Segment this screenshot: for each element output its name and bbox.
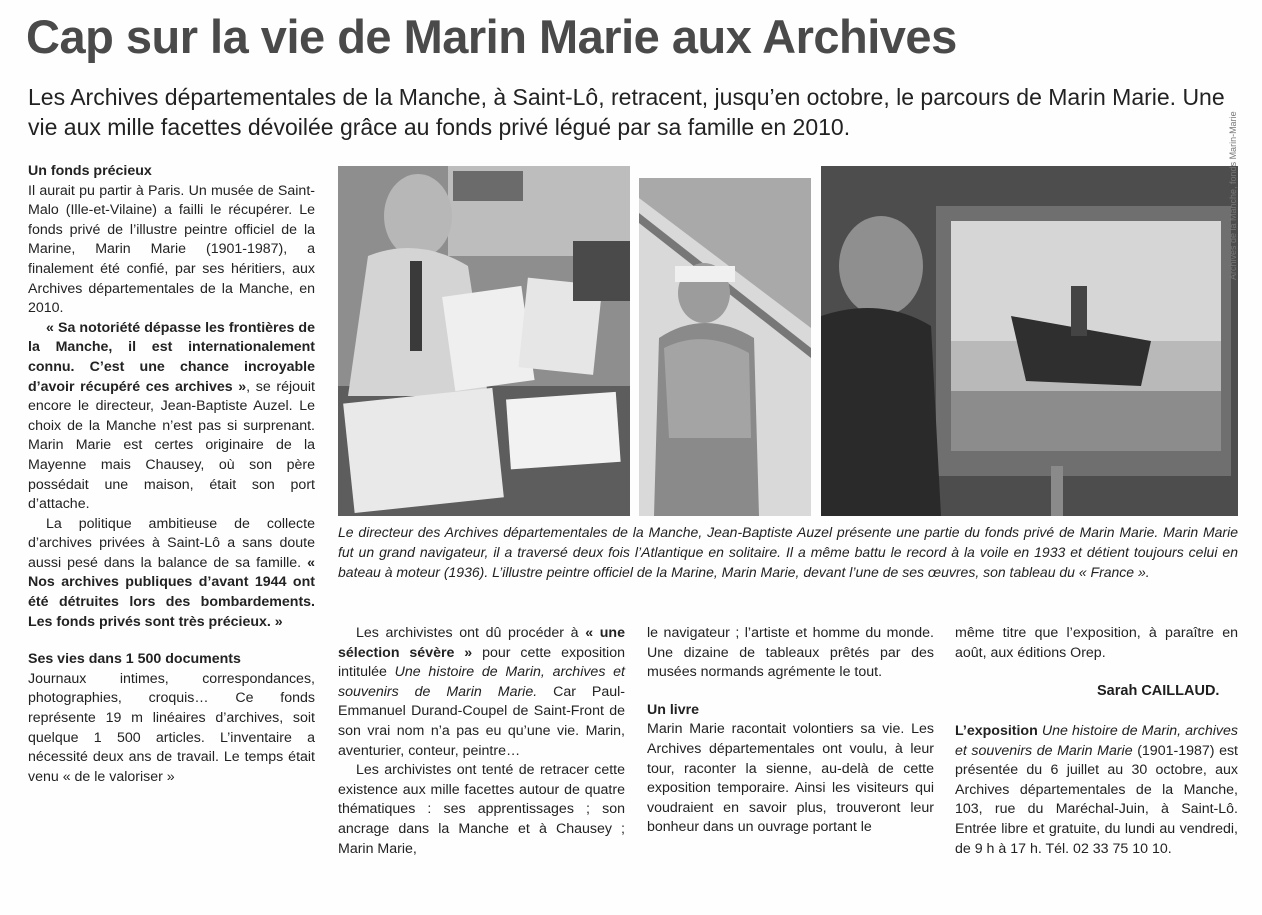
photo-marin-marie-portrait [639,178,811,516]
headline: Cap sur la vie de Marin Marie aux Archives [26,10,957,63]
subheading-un-livre: Un livre [647,701,700,718]
paragraph-text: , se réjouit encore le directeur, Jean-Baptiste Auzel. Le choix de la Manche n’est pas si surprenant. Marin Marie est certes originaire de la Mayenne mais Chausey, où son père possédait une maison, était son port d’attache. [28,378,315,513]
exhibition-title: Une histoire de Marin, archives et souvenirs de Marin Marie. [338,664,625,700]
column-2 [338,624,625,859]
paragraph: même titre que l’exposition, à paraître en août, aux éditions Orep. [955,625,1238,661]
author-byline: Sarah CAILLAUD. [1097,683,1220,699]
standfirst: Les Archives départementales de la Manche, à Saint-Lô, retracent, jusqu’en octobre, le parcours de Marin Marie. Une vie aux mille facettes dévoilée grâce au fonds privé légué par sa famille en 2010. [28,84,1225,140]
paragraph-text: Car Paul-Emmanuel Durand-Coupel de Saint-Front de son vrai nom n’a pas eu qu’une vie. Marin, aventurier, conteur, peintre… [338,683,625,759]
column-3 [647,624,934,838]
paragraph [955,722,1238,859]
paragraph-text: pour cette exposition intitulée [338,644,625,681]
photo-painter-at-easel [821,166,1238,516]
exhibition-title: Une histoire de Marin, archives et souvenirs de Marin Marie [955,723,1238,759]
paragraph-text: (1901-1987) est présentée du 6 juillet au 30 octobre, aux Archives départementales de la Manche, 103, rue du Maréchal-Juin, à Saint-Lô. Entrée libre et gratuite, du lundi au vendredi, de 9 h à 17 h. Tél. 02 33 75 10 10. [955,742,1238,857]
paragraph-thematiques: Les archivistes ont tenté de retracer cette existence aux mille facettes autour de quatre thématiques : ses apprentissages ; son ancrage dans la Manche et à Chausey ; Marin Marie, [338,762,625,857]
paragraph: Marin Marie racontait volontiers sa vie. Les Archives départementales ont voulu, à leur tour, raconter la sienne, au-delà de cette exposition temporaire. Ainsi les visiteurs qui voudraient en savoir plus, trouveront leur bonheur dans un ouvrage portant le [647,721,934,836]
subheading-ses-vies: Ses vies dans 1 500 documents [28,651,241,668]
exhibition-info [955,722,1238,859]
paragraph: le navigateur ; l’artiste et homme du monde. Une dizaine de tableaux prêtés par des musées normands agrémente le tout. [647,625,934,681]
quote-text: « Nos archives publiques d’avant 1944 ont été détruites lors des bombardements. Les fonds privés sont très précieux. » [28,554,316,630]
paragraph-collecte [28,515,315,633]
info-lead: L’exposition [955,723,1038,739]
subheading-un-fonds-precieux: Un fonds précieux [28,163,152,179]
quote-text: « une sélection sévère » [338,625,625,661]
column-4 [955,624,1238,663]
photo-director-with-documents [338,166,630,516]
column-1 [28,162,315,787]
photo-credit: Archives de la Manche, fonds Marin-Marie [1228,111,1238,280]
photo-caption: Le directeur des Archives départementales de la Manche, Jean-Baptiste Auzel présente une partie du fonds privé de Marin Marie. Marin Marie fut un grand navigateur, il a traversé deux fois l’Atlantique en solitaire. Il a même battu le record à la voile en 1933 et détient toujours celui en bateau à moteur (1936). L’illustre peintre officiel de la Marine, Marin Marie, devant l’une de ses œuvres, son tableau du « France ». [338,524,1238,580]
paragraph-selection [338,624,625,761]
paragraph: Il aurait pu partir à Paris. Un musée de Saint-Malo (Ille-et-Vilaine) a failli le récupérer. Le fonds privé de l’illustre peintre officiel de la Marine, Marin Marie (1901-1987), a finalement été confié, par ses héritiers, aux Archives départementales de la Manche, en 2010. [28,182,315,317]
paragraph-quote-director [28,319,315,515]
paragraph-text: Les archivistes ont dû procéder à [356,625,579,641]
paragraph-text: La politique ambitieuse de collecte d’archives privées à Saint-Lô a sans doute aussi pesé dans la balance de sa famille. [28,515,315,571]
paragraph: Journaux intimes, correspondances, photographies, croquis… Ce fonds représente 19 m linéaires d’archives, soit quelque 1 500 articles. L’inventaire a nécessité deux ans de travail. Le temps était venu « de le valoriser » [28,670,315,785]
quote-text: « Sa notoriété dépasse les frontières de la Manche, il est internationalement connu. C’est une chance incroyable d’avoir récupéré ces archives » [28,319,315,395]
